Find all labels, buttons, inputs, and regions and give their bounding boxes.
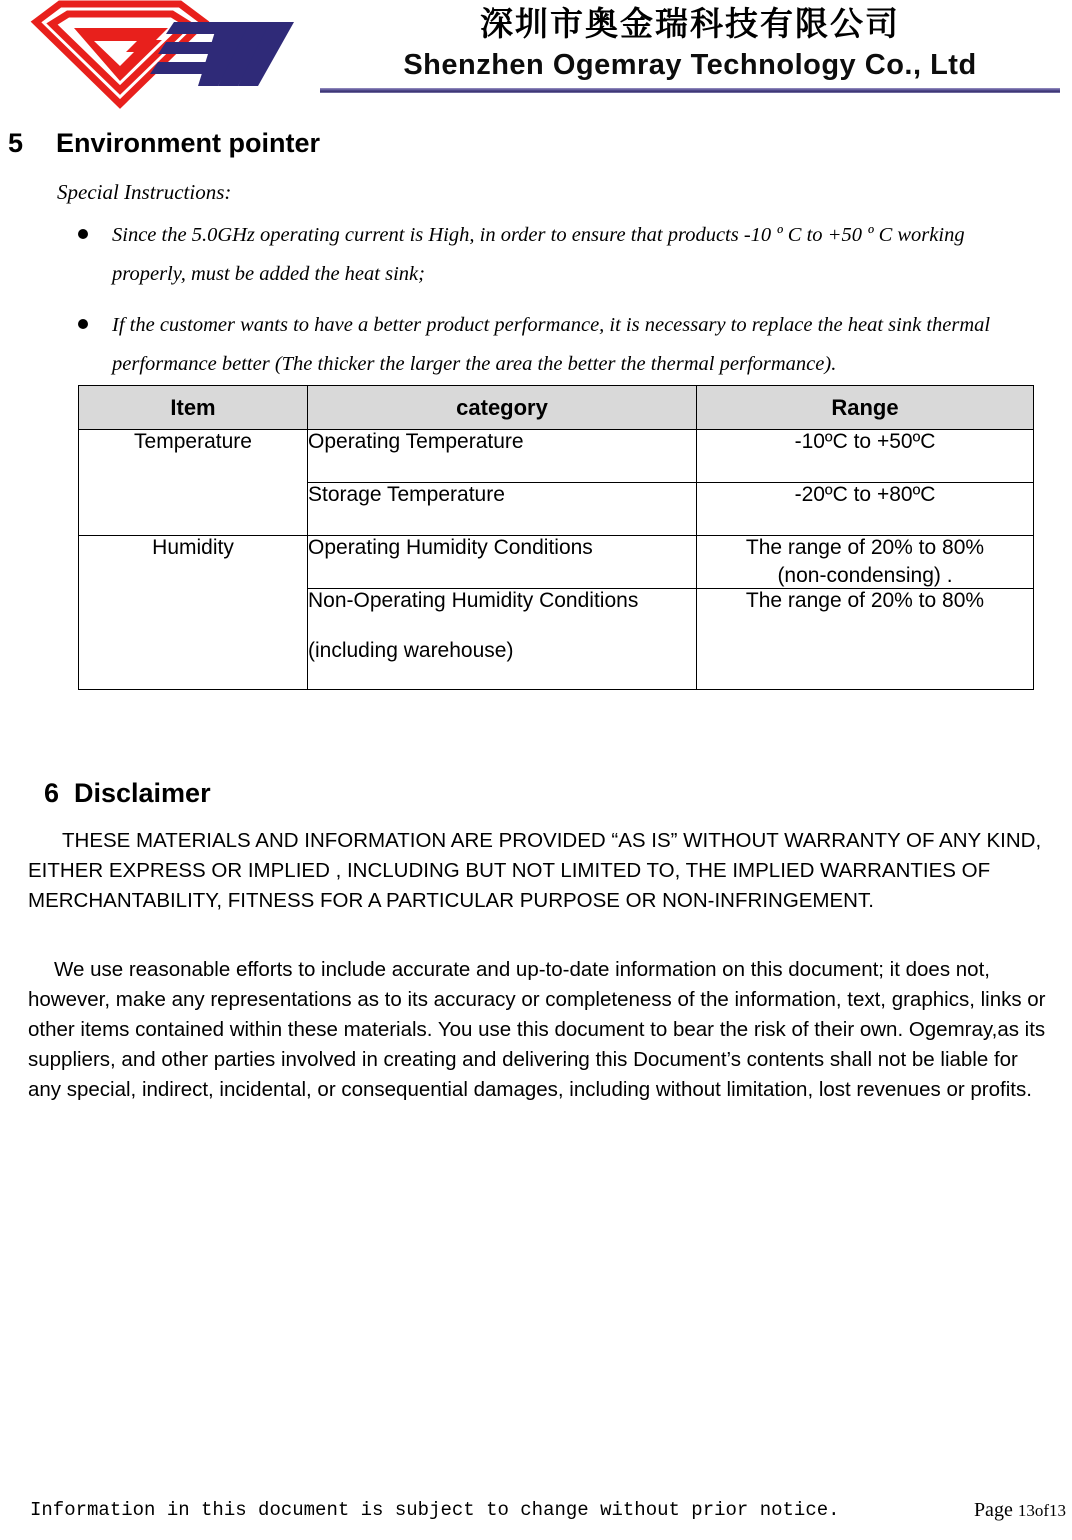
cell-category-non-operating-humidity-line-1: Non-Operating Humidity Conditions: [308, 589, 639, 612]
section-6-heading: [44, 776, 211, 810]
bullet-dot-icon: [78, 319, 88, 329]
disclaimer-paragraph-1: THESE MATERIALS AND INFORMATION ARE PROVIDED “AS IS” WITHOUT WARRANTY OF ANY KIND, EITHER EXPRESS OR IMPLIED , INCLUDING BUT NOT LIMITED TO, THE IMPLIED WARRANTIES OF MERCHANTABILITY, FITNESS FOR A PARTICULAR PURPOSE OR NON-INFRINGEMENT.: [28, 829, 1042, 912]
column-header-item: Item: [79, 386, 308, 430]
bullet-2-line-1: If the customer wants to have a better product performance, it is necessary to replace the heat sink thermal: [112, 314, 991, 336]
gem-logo-icon: [22, 0, 312, 112]
bullet-dot-icon: [78, 229, 88, 239]
footer-page-label: Page: [973, 1499, 1013, 1521]
footer-page-total: 13: [1049, 1501, 1066, 1520]
cell-range-operating-humidity-line-1: The range of 20% to 80%: [745, 536, 985, 559]
special-instructions-label: Special Instructions:: [57, 180, 232, 204]
table-header-row: [79, 386, 1034, 430]
special-instructions-list: [0, 216, 1060, 396]
footer-page-current: 13: [1017, 1501, 1035, 1520]
cell-item-humidity: Humidity: [79, 536, 308, 690]
document-footer: [0, 1495, 1072, 1531]
header-divider: [320, 88, 1060, 93]
list-item: [0, 306, 1060, 384]
cell-category-non-operating-humidity-line-2: (including warehouse): [308, 639, 514, 662]
cell-range-non-operating-humidity: The range of 20% to 80%: [697, 589, 1034, 690]
column-header-category: category: [308, 386, 697, 430]
footer-page-number: [974, 1499, 1066, 1522]
section-5-title: Environment pointer: [56, 128, 321, 158]
cell-category-operating-humidity: Operating Humidity Conditions: [308, 536, 697, 589]
section-5-heading: [8, 126, 320, 160]
environment-spec-table: [78, 385, 1034, 690]
cell-range-storage-temperature: -20ºC to +80ºC: [697, 483, 1034, 536]
cell-item-temperature: Temperature: [79, 430, 308, 536]
section-6-number: 6: [44, 778, 60, 808]
cell-range-operating-humidity-line-2: (non-condensing) .: [777, 564, 953, 587]
bullet-2-line-2: performance better (The thicker the larger the area the better the thermal performance).: [112, 353, 837, 375]
cell-category-storage-temperature: Storage Temperature: [308, 483, 697, 536]
bullet-1-line-1: Since the 5.0GHz operating current is High, in order to ensure that products -10 º C to +50 º C working: [112, 224, 965, 246]
section-5-number: 5: [8, 128, 24, 158]
section-6-title: Disclaimer: [74, 778, 211, 808]
list-item: [0, 216, 1060, 294]
company-name-block: [320, 2, 1060, 84]
column-header-range: Range: [697, 386, 1034, 430]
footer-notice: Information in this document is subject to change without prior notice.: [30, 1499, 840, 1521]
company-name-chinese: 深圳市奥金瑞科技有限公司: [480, 4, 900, 43]
footer-page-of: of: [1034, 1501, 1049, 1520]
document-header: [0, 0, 1072, 112]
disclaimer-paragraph-2: We use reasonable efforts to include accurate and up-to-date information on this document; it does not, however, make any representations as to its accuracy or completeness of the information, text, graphics, links or other items contained within these materials. You use this document to bear the risk of their own. Ogemray,as its suppliers, and other parties involved in creating and delivering this Document’s contents shall not be liable for any special, indirect, incidental, or consequential damages, including without limitation, lost revenues or profits.: [28, 958, 1046, 1101]
bullet-1-line-2: properly, must be added the heat sink;: [112, 263, 425, 285]
table-body: [79, 430, 1034, 690]
cell-category-non-operating-humidity: [308, 589, 697, 690]
table-row: [79, 536, 1034, 589]
cell-range-operating-temperature: -10ºC to +50ºC: [697, 430, 1034, 483]
cell-range-operating-humidity: [697, 536, 1034, 589]
table-row: [79, 430, 1034, 483]
table-header: [79, 386, 1034, 430]
company-name-english: Shenzhen Ogemray Technology Co., Ltd: [403, 49, 977, 81]
cell-category-operating-temperature: Operating Temperature: [308, 430, 697, 483]
company-logo: [22, 0, 312, 112]
